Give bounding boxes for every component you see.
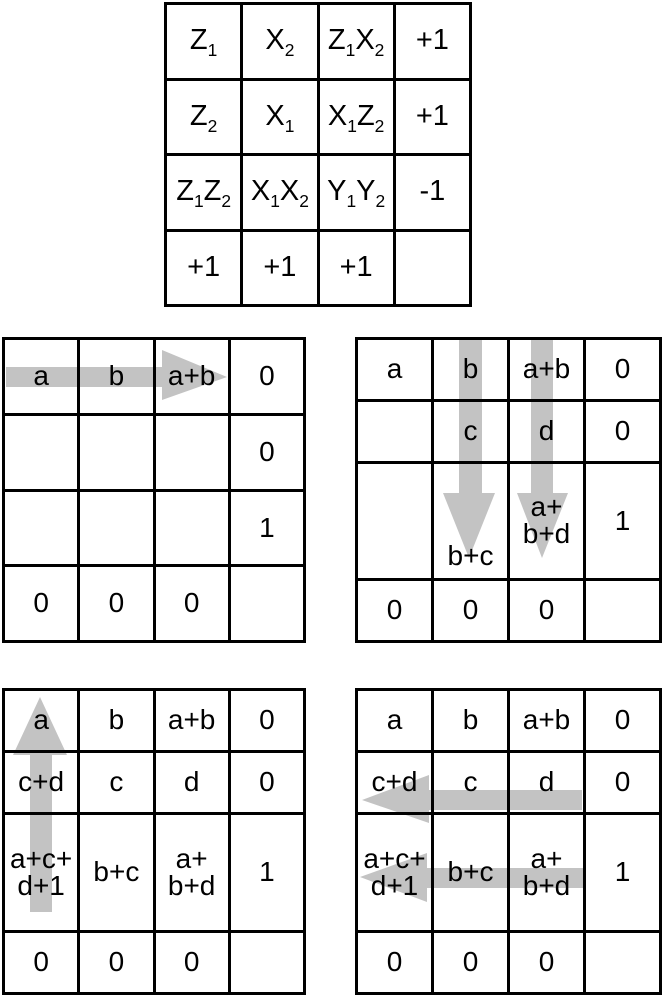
- table-cell: b: [433, 339, 509, 401]
- table-cell: a+c+ d+1: [4, 814, 79, 932]
- first-column-sum-grid: [2, 688, 306, 995]
- table-cell: $Z_1X_2$: [318, 4, 394, 80]
- table-cell: [4, 414, 79, 490]
- table-cell: 0: [585, 752, 661, 814]
- table-cell: +1: [394, 79, 470, 155]
- table-row: [166, 230, 471, 306]
- row-consistency-grid: [355, 688, 662, 995]
- table-cell: 1: [585, 462, 661, 579]
- table-cell: [79, 490, 154, 566]
- table-row: [357, 580, 661, 642]
- table-cell: c: [79, 752, 154, 814]
- table-cell: $X_1Z_2$: [318, 79, 394, 155]
- table-cell: 0: [229, 752, 304, 814]
- table-cell: [585, 931, 661, 993]
- table-row: [166, 155, 471, 231]
- table-row: [4, 931, 305, 993]
- table-cell: $Z_1Z_2$: [166, 155, 242, 231]
- table-row: [4, 414, 305, 490]
- row-consistency-table: [355, 688, 662, 995]
- first-column-sum-table: [2, 688, 306, 995]
- table-cell: 0: [154, 931, 229, 993]
- table-cell: $Z_2$: [166, 79, 242, 155]
- table-cell: $X_1X_2$: [242, 155, 318, 231]
- table-cell: [154, 414, 229, 490]
- table-cell: b: [433, 690, 509, 752]
- table-cell: a+ b+d: [154, 814, 229, 932]
- table-cell: b+c: [433, 462, 509, 579]
- table-cell: a+ b+d: [509, 462, 585, 579]
- table-cell: 0: [229, 690, 304, 752]
- table-cell: 0: [4, 931, 79, 993]
- table-cell: c+d: [357, 752, 433, 814]
- table-cell: a+c+ d+1: [357, 814, 433, 932]
- column-sum-grid: [355, 337, 662, 643]
- table-cell: [357, 400, 433, 462]
- table-row: [357, 339, 661, 401]
- table-row: [4, 752, 305, 814]
- table-cell: 0: [357, 931, 433, 993]
- table-row: [166, 4, 471, 80]
- table-cell: 0: [229, 339, 304, 415]
- table-cell: $Y_1Y_2$: [318, 155, 394, 231]
- table-cell: 0: [357, 580, 433, 642]
- table-cell: b+c: [79, 814, 154, 932]
- table-cell: [585, 580, 661, 642]
- table-row: [4, 490, 305, 566]
- table-cell: d: [509, 752, 585, 814]
- table-cell: 0: [79, 566, 154, 642]
- table-cell: 0: [154, 566, 229, 642]
- table-cell: [357, 462, 433, 579]
- table-cell: a+b: [154, 339, 229, 415]
- table-cell: d: [509, 400, 585, 462]
- table-cell: 0: [509, 931, 585, 993]
- table-cell: 0: [433, 931, 509, 993]
- table-cell: a+b: [509, 690, 585, 752]
- table-row: [357, 690, 661, 752]
- table-cell: b+c: [433, 814, 509, 932]
- table-cell: 0: [509, 580, 585, 642]
- table-cell: a: [357, 339, 433, 401]
- table-cell: c: [433, 400, 509, 462]
- table-cell: 1: [229, 490, 304, 566]
- table-cell: a+b: [509, 339, 585, 401]
- table-row: [357, 931, 661, 993]
- pauli-square-grid: [164, 2, 472, 307]
- table-cell: 0: [585, 400, 661, 462]
- table-row: [4, 814, 305, 932]
- table-cell: 0: [585, 690, 661, 752]
- table-cell: [4, 490, 79, 566]
- table-cell: -1: [394, 155, 470, 231]
- table-cell: b: [79, 690, 154, 752]
- row-sum-table: [2, 337, 306, 643]
- table-row: [4, 566, 305, 642]
- table-cell: 0: [4, 566, 79, 642]
- table-cell: [229, 566, 304, 642]
- table-cell: $X_1$: [242, 79, 318, 155]
- table-cell: a: [4, 690, 79, 752]
- table-cell: 0: [585, 339, 661, 401]
- table-cell: 1: [585, 814, 661, 932]
- table-cell: [229, 931, 304, 993]
- row-sum-grid: [2, 337, 306, 643]
- table-row: [357, 814, 661, 932]
- table-cell: a: [4, 339, 79, 415]
- pauli-square-table: [164, 2, 472, 307]
- table-cell: a+ b+d: [509, 814, 585, 932]
- table-row: [357, 462, 661, 579]
- table-cell: [154, 490, 229, 566]
- table-cell: c: [433, 752, 509, 814]
- column-sum-table: [355, 337, 662, 643]
- table-cell: a+b: [154, 690, 229, 752]
- table-row: [4, 339, 305, 415]
- table-cell: [394, 230, 470, 306]
- table-cell: 0: [229, 414, 304, 490]
- table-cell: $Z_1$: [166, 4, 242, 80]
- table-cell: +1: [318, 230, 394, 306]
- table-cell: 0: [433, 580, 509, 642]
- table-cell: c+d: [4, 752, 79, 814]
- table-cell: a: [357, 690, 433, 752]
- table-row: [357, 752, 661, 814]
- table-cell: b: [79, 339, 154, 415]
- table-cell: 1: [229, 814, 304, 932]
- table-row: [4, 690, 305, 752]
- table-cell: +1: [394, 4, 470, 80]
- table-cell: [79, 414, 154, 490]
- table-cell: +1: [242, 230, 318, 306]
- table-row: [357, 400, 661, 462]
- table-cell: +1: [166, 230, 242, 306]
- table-cell: 0: [79, 931, 154, 993]
- table-row: [166, 79, 471, 155]
- table-cell: d: [154, 752, 229, 814]
- table-cell: $X_2$: [242, 4, 318, 80]
